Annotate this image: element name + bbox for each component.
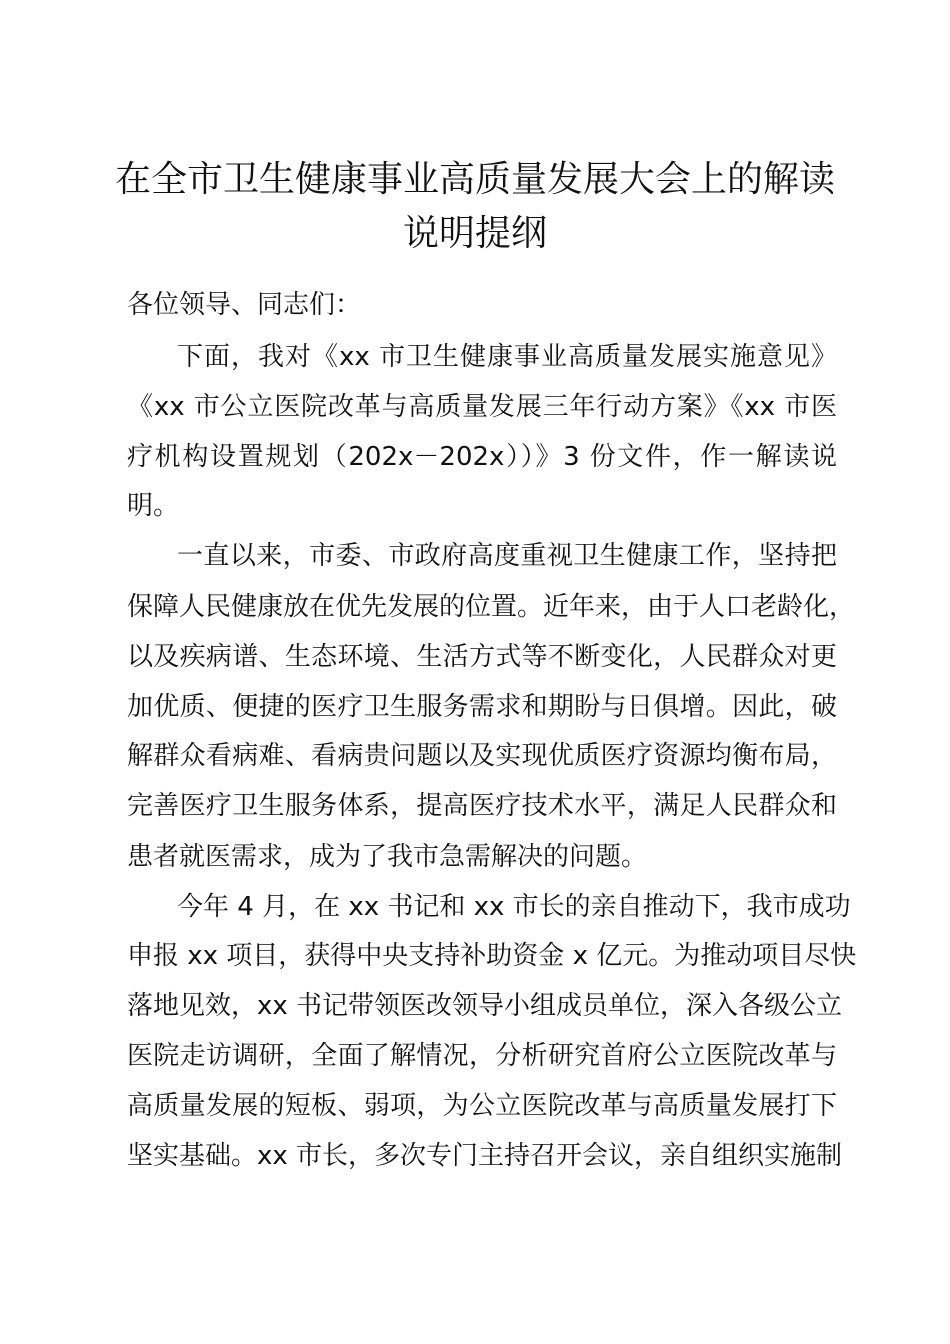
paragraph-line: 解群众看病难、看病贵问题以及实现优质医疗资源均衡布局， [127,741,837,771]
paragraph-line: 明。 [127,491,180,521]
paragraph-line: 医院走访调研，全面了解情况，分析研究首府公立医院改革与 [127,1041,837,1071]
paragraph-line: 保障人民健康放在优先发展的位置。近年来，由于人口老龄化， [127,592,856,622]
paragraph-line: 高质量发展的短板、弱项，为公立医院改革与高质量发展打下 [127,1091,837,1121]
paragraph-line: 坚实基础。xx 市长，多次专门主持召开会议，亲自组织实施制 [127,1141,843,1171]
paragraph-line: 今年 4 月，在 xx 书记和 xx 市长的亲自推动下，我市成功 [177,892,851,922]
paragraph-line: 申报 xx 项目，获得中央支持补助资金 x 亿元。为推动项目尽快 [127,941,857,971]
paragraph-line: 《xx 市公立医院改革与高质量发展三年行动方案》《xx 市医 [127,392,837,422]
paragraph-line: 以及疾病谱、生态环境、生活方式等不断变化，人民群众对更 [127,642,837,672]
paragraph-line: 疗机构设置规划（202x－202x））》3 份文件，作一解读说 [127,442,837,472]
paragraph-line: 一直以来，市委、市政府高度重视卫生健康工作，坚持把 [177,541,837,571]
paragraph-line: 下面，我对《xx 市卫生健康事业高质量发展实施意见》 [177,342,837,372]
paragraph-line: 完善医疗卫生服务体系，提高医疗技术水平，满足人民群众和 [127,791,837,821]
paragraph-line: 加优质、便捷的医疗卫生服务需求和期盼与日俱增。因此，破 [127,692,837,722]
paragraph-line: 落地见效，xx 书记带领医改领导小组成员单位，深入各级公立 [127,991,843,1021]
paragraph-line: 患者就医需求，成为了我市急需解决的问题。 [127,842,648,872]
document-title-line-1: 在全市卫生健康事业高质量发展大会上的解读 [114,159,835,200]
salutation: 各位领导、同志们： [127,290,362,320]
document-title-line-2: 说明提纲 [402,213,547,254]
